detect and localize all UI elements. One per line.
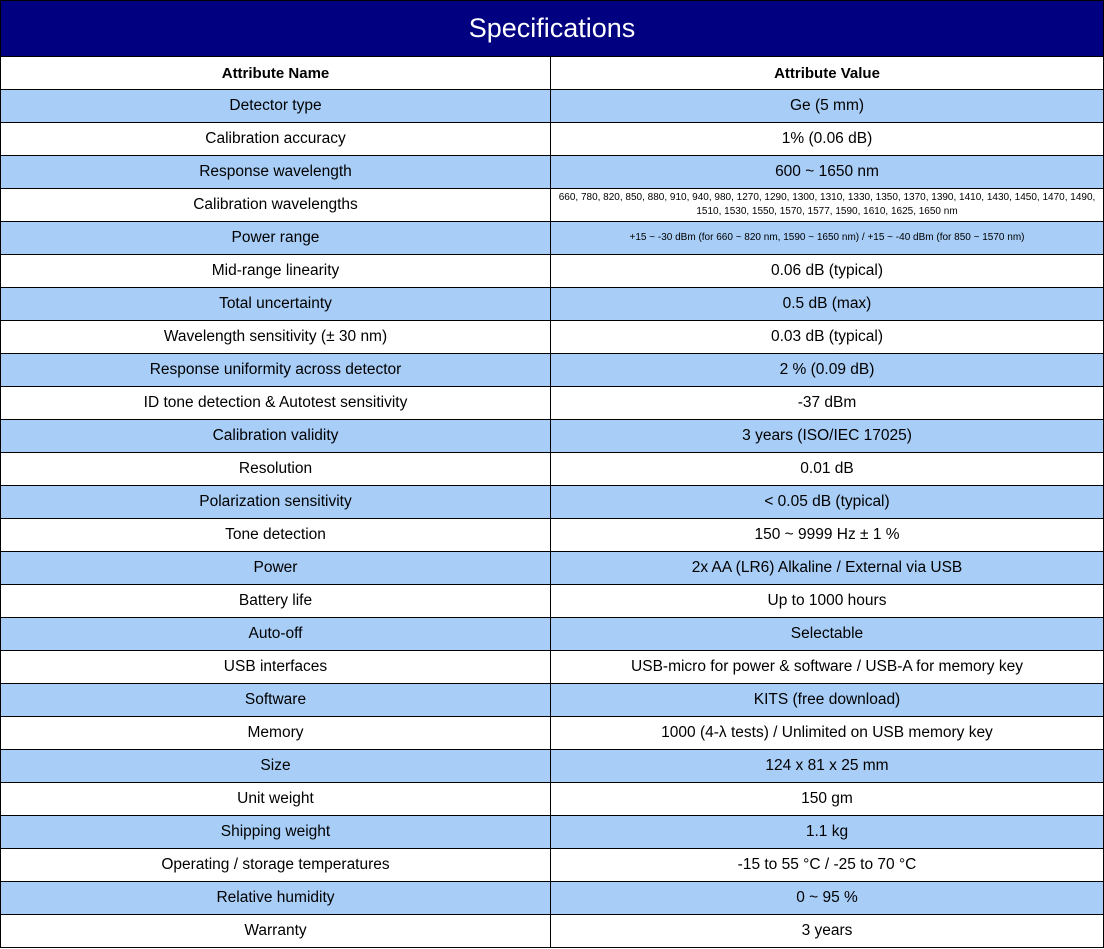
attribute-value-cell: 1% (0.06 dB) (551, 123, 1104, 156)
table-row (1, 717, 1104, 750)
attribute-value-cell: +15 ~ -30 dBm (for 660 ~ 820 nm, 1590 ~ 1650 nm) / +15 ~ -40 dBm (for 850 ~ 1570 nm) (551, 222, 1104, 255)
table-title: Specifications (1, 1, 1104, 57)
attribute-name-cell: Wavelength sensitivity (± 30 nm) (1, 321, 551, 354)
table-row (1, 123, 1104, 156)
attribute-value-cell: Ge (5 mm) (551, 90, 1104, 123)
attribute-name-cell: Total uncertainty (1, 288, 551, 321)
table-row (1, 288, 1104, 321)
attribute-value-cell: 0 ~ 95 % (551, 882, 1104, 915)
attribute-name-cell: Power (1, 552, 551, 585)
attribute-name-cell: Operating / storage temperatures (1, 849, 551, 882)
table-row (1, 321, 1104, 354)
attribute-value-cell: 3 years (ISO/IEC 17025) (551, 420, 1104, 453)
attribute-name-cell: Polarization sensitivity (1, 486, 551, 519)
attribute-name-cell: Size (1, 750, 551, 783)
table-row (1, 585, 1104, 618)
table-row (1, 783, 1104, 816)
attribute-name-cell: Relative humidity (1, 882, 551, 915)
table-row (1, 486, 1104, 519)
attribute-name-cell: Calibration validity (1, 420, 551, 453)
attribute-value-cell: 0.5 dB (max) (551, 288, 1104, 321)
attribute-name-cell: Mid-range linearity (1, 255, 551, 288)
attribute-name-cell: Power range (1, 222, 551, 255)
attribute-name-cell: Auto-off (1, 618, 551, 651)
attribute-value-cell: 0.06 dB (typical) (551, 255, 1104, 288)
attribute-value-cell: 1.1 kg (551, 816, 1104, 849)
table-row (1, 453, 1104, 486)
table-row (1, 387, 1104, 420)
attribute-name-cell: Calibration wavelengths (1, 189, 551, 222)
attribute-name-cell: Response wavelength (1, 156, 551, 189)
attribute-name-cell: Software (1, 684, 551, 717)
attribute-value-cell: -37 dBm (551, 387, 1104, 420)
table-row (1, 651, 1104, 684)
attribute-value-cell: Selectable (551, 618, 1104, 651)
attribute-name-cell: USB interfaces (1, 651, 551, 684)
table-row (1, 255, 1104, 288)
attribute-value-cell: 600 ~ 1650 nm (551, 156, 1104, 189)
table-row (1, 816, 1104, 849)
attribute-name-cell: Resolution (1, 453, 551, 486)
table-row (1, 519, 1104, 552)
attribute-name-cell: Memory (1, 717, 551, 750)
table-row (1, 222, 1104, 255)
attribute-value-cell: KITS (free download) (551, 684, 1104, 717)
attribute-value-cell: 150 ~ 9999 Hz ± 1 % (551, 519, 1104, 552)
column-header-row (1, 57, 1104, 90)
attribute-value-cell: 0.03 dB (typical) (551, 321, 1104, 354)
attribute-name-cell: Detector type (1, 90, 551, 123)
attribute-value-cell: 150 gm (551, 783, 1104, 816)
table-row (1, 552, 1104, 585)
table-row (1, 420, 1104, 453)
attribute-name-cell: Unit weight (1, 783, 551, 816)
attribute-name-cell: Response uniformity across detector (1, 354, 551, 387)
attribute-name-cell: Tone detection (1, 519, 551, 552)
table-row (1, 684, 1104, 717)
table-row (1, 618, 1104, 651)
attribute-name-cell: Warranty (1, 915, 551, 948)
attribute-name-cell: Calibration accuracy (1, 123, 551, 156)
table-row (1, 90, 1104, 123)
table-row (1, 750, 1104, 783)
table-row (1, 189, 1104, 222)
attribute-value-cell: Up to 1000 hours (551, 585, 1104, 618)
attribute-value-cell: < 0.05 dB (typical) (551, 486, 1104, 519)
attribute-value-cell: 660, 780, 820, 850, 880, 910, 940, 980, 1270, 1290, 1300, 1310, 1330, 1350, 1370, 1390, 1410, 1430, 1450, 1470, 1490, 1510, 1530, 1550, 1570, 1577, 1590, 1610, 1625, 1650 nm (551, 189, 1104, 222)
table-row (1, 882, 1104, 915)
title-row (1, 1, 1104, 57)
attribute-value-cell: 1000 (4-λ tests) / Unlimited on USB memory key (551, 717, 1104, 750)
column-header-attribute-name: Attribute Name (1, 57, 551, 90)
table-row (1, 849, 1104, 882)
attribute-value-cell: USB-micro for power & software / USB-A for memory key (551, 651, 1104, 684)
column-header-attribute-value: Attribute Value (551, 57, 1104, 90)
attribute-name-cell: Shipping weight (1, 816, 551, 849)
attribute-name-cell: ID tone detection & Autotest sensitivity (1, 387, 551, 420)
table-body (1, 90, 1104, 948)
table-row (1, 915, 1104, 948)
attribute-value-cell: -15 to 55 °C / -25 to 70 °C (551, 849, 1104, 882)
attribute-value-cell: 124 x 81 x 25 mm (551, 750, 1104, 783)
attribute-value-cell: 0.01 dB (551, 453, 1104, 486)
table-row (1, 354, 1104, 387)
attribute-value-cell: 2 % (0.09 dB) (551, 354, 1104, 387)
table-row (1, 156, 1104, 189)
attribute-name-cell: Battery life (1, 585, 551, 618)
attribute-value-cell: 2x AA (LR6) Alkaline / External via USB (551, 552, 1104, 585)
attribute-value-cell: 3 years (551, 915, 1104, 948)
